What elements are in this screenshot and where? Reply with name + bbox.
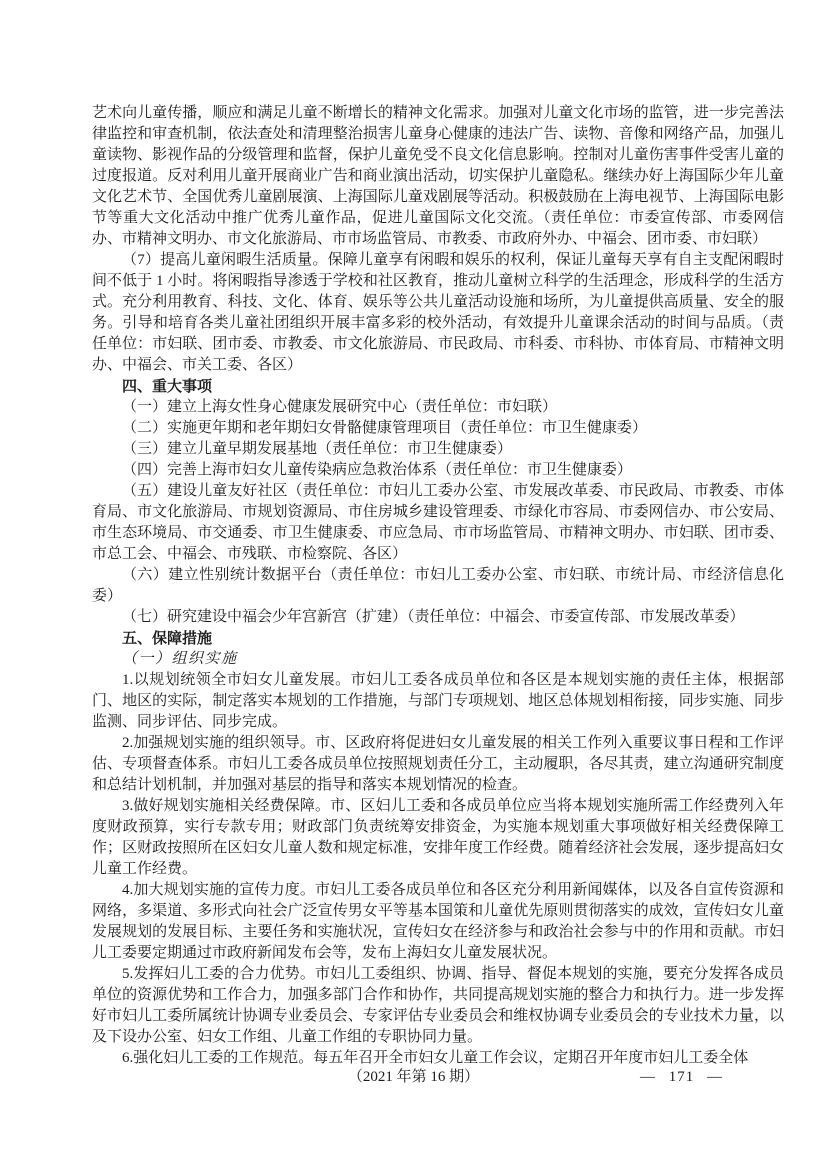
item-3-child-early-development-base: （三）建立儿童早期发展基地（责任单位：市卫生健康委） (122, 441, 513, 457)
item-4-infectious-disease-response-system: （四）完善上海市妇女儿童传染病应急救治体系（责任单位：市卫生健康委） (122, 462, 633, 478)
heading-section-5-safeguard-measures: 五、保障措施 (122, 630, 213, 647)
para-3-funding-guarantee: 3.做好规划实施相关经费保障。市、区妇儿工委和各成员单位应当将本规划实施所需工作经费列入年度财政预算，实行专款专用；财政部门负责统筹安排资金，为实施本规划重大事项做好相关经费保障工作；区财政按照所在区妇女儿童人数和规定标准，安排年度工作经费。随着经济社会发展，逐步提高妇女儿童工作经费。 (92, 798, 784, 877)
para-4-publicity-efforts: 4.加大规划实施的宣传力度。市妇儿工委各成员单位和各区充分利用新闻媒体，以及各自宣传资源和网络，多渠道、多形式向社会广泛宣传男女平等基本国策和儿童优先原则贯彻落实的成效，宣传妇女儿童发展规划的发展目标、主要任务和实施状况，宣传妇女在经济参与和政治社会参与中的作用和贡献。市妇儿工委要定期通过市政府新闻发布会等，发布上海妇女儿童发展状况。 (92, 882, 784, 961)
page-footer (0, 1067, 827, 1088)
para-5-joint-strength: 5.发挥妇儿工委的合力优势。市妇儿工委组织、协调、指导、督促本规划的实施，要充分发挥各成员单位的资源优势和工作合力，加强多部门合作和协作，共同提高规划实施的整合力和执行力。进一步发挥好市妇儿工委所属统计协调专业委员会、专家评估专业委员会和维权协调专业委员会的专业技术力量，以及下设办公室、妇女工作组、儿童工作组的专职协同力量。 (92, 966, 784, 1045)
para-1-planning-leads-development: 1.以规划统领全市妇女儿童发展。市妇儿工委各成员单位和各区是本规划实施的责任主体，根据部门、地区的实际，制定落实本规划的工作措施，与部门专项规划、地区总体规划相衔接，同步实施、同步监测、同步评估、同步完成。 (92, 672, 784, 730)
item-7-youth-palace-expansion: （七）研究建设中福会少年宫新宫（扩建）（责任单位：中福会、市委宣传部、市发展改革委） (122, 609, 745, 625)
item-6-gender-statistics-platform: （六）建立性别统计数据平台（责任单位：市妇儿工委办公室、市妇联、市统计局、市经济信息化委） (92, 567, 784, 604)
item-1-women-health-research-center: （一）建立上海女性身心健康发展研究中心（责任单位：市妇联） (122, 399, 558, 415)
item-2-bone-health-project: （二）实施更年期和老年期妇女骨骼健康管理项目（责任单位：市卫生健康委） (122, 420, 648, 436)
paragraph-7-leisure-quality: （7）提高儿童闲暇生活质量。保障儿童享有闲暇和娱乐的权利，保证儿童每天享有自主支配闲暇时间不低于 1 小时。将闲暇指导渗透于学校和社区教育，推动儿童树立科学的生活理念，形成科学的生活方式。充分利用教育、科技、文化、体育、娱乐等公共儿童活动设施和场所，为儿童提供高质量、安全的服务。引导和培育各类儿童社团组织开展丰富多彩的校外活动，有效提升儿童课余活动的时间与品质。（责任单位：市妇联、团市委、市教委、市文化旅游局、市民政局、市科委、市科协、市体育局、市精神文明办、中福会、市关工委、各区） (92, 252, 784, 373)
journal-issue-label: （2021 年第 16 期） (347, 1069, 480, 1085)
para-2-organizational-leadership: 2.加强规划实施的组织领导。市、区政府将促进妇女儿童发展的相关工作列入重要议事日程和工作评估、专项督查体系。市妇儿工委各成员单位按照规划责任分工，主动履职，各尽其责，建立沟通研究制度和总结计划机制，并加强对基层的指导和落实本规划情况的检查。 (92, 735, 784, 793)
paragraph-children-culture: 艺术向儿童传播，顺应和满足儿童不断增长的精神文化需求。加强对儿童文化市场的监管，进一步完善法律监控和审查机制，依法查处和清理整治损害儿童身心健康的违法广告、读物、音像和网络产品，加强儿童读物、影视作品的分级管理和监督，保护儿童免受不良文化信息影响。控制对儿童伤害事件受害儿童的过度报道。反对利用儿童开展商业广告和商业演出活动，切实保护儿童隐私。继续办好上海国际少年儿童文化艺术节、全国优秀儿童剧展演、上海国际儿童戏剧展等活动。积极鼓励在上海电视节、上海国际电影节等重大文化活动中推广优秀儿童作品，促进儿童国际文化交流。（责任单位：市委宣传部、市委网信办、市精神文明办、市文化旅游局、市市场监管局、市教委、市政府外办、中福会、团市委、市妇联） (92, 105, 784, 247)
subheading-organization-implementation: （一）组织实施 (122, 651, 238, 667)
para-6-work-standards: 6.强化妇儿工委的工作规范。每五年召开全市妇女儿童工作会议，定期召开年度市妇儿工委全体 (122, 1050, 749, 1066)
document-text-block (92, 103, 784, 1069)
item-5-child-friendly-community: （五）建设儿童友好社区（责任单位：市妇儿工委办公室、市发展改革委、市民政局、市教委、市体育局、市文化旅游局、市规划资源局、市住房城乡建设管理委、市绿化市容局、市委网信办、市公安局、市生态环境局、市交通委、市卫生健康委、市应急局、市市场监管局、市精神文明办、市妇联、团市委、市总工会、中福会、市残联、市检察院、各区） (92, 483, 784, 562)
page-number: — 171 — (640, 1069, 723, 1085)
heading-section-4-major-matters: 四、重大事项 (122, 378, 213, 395)
